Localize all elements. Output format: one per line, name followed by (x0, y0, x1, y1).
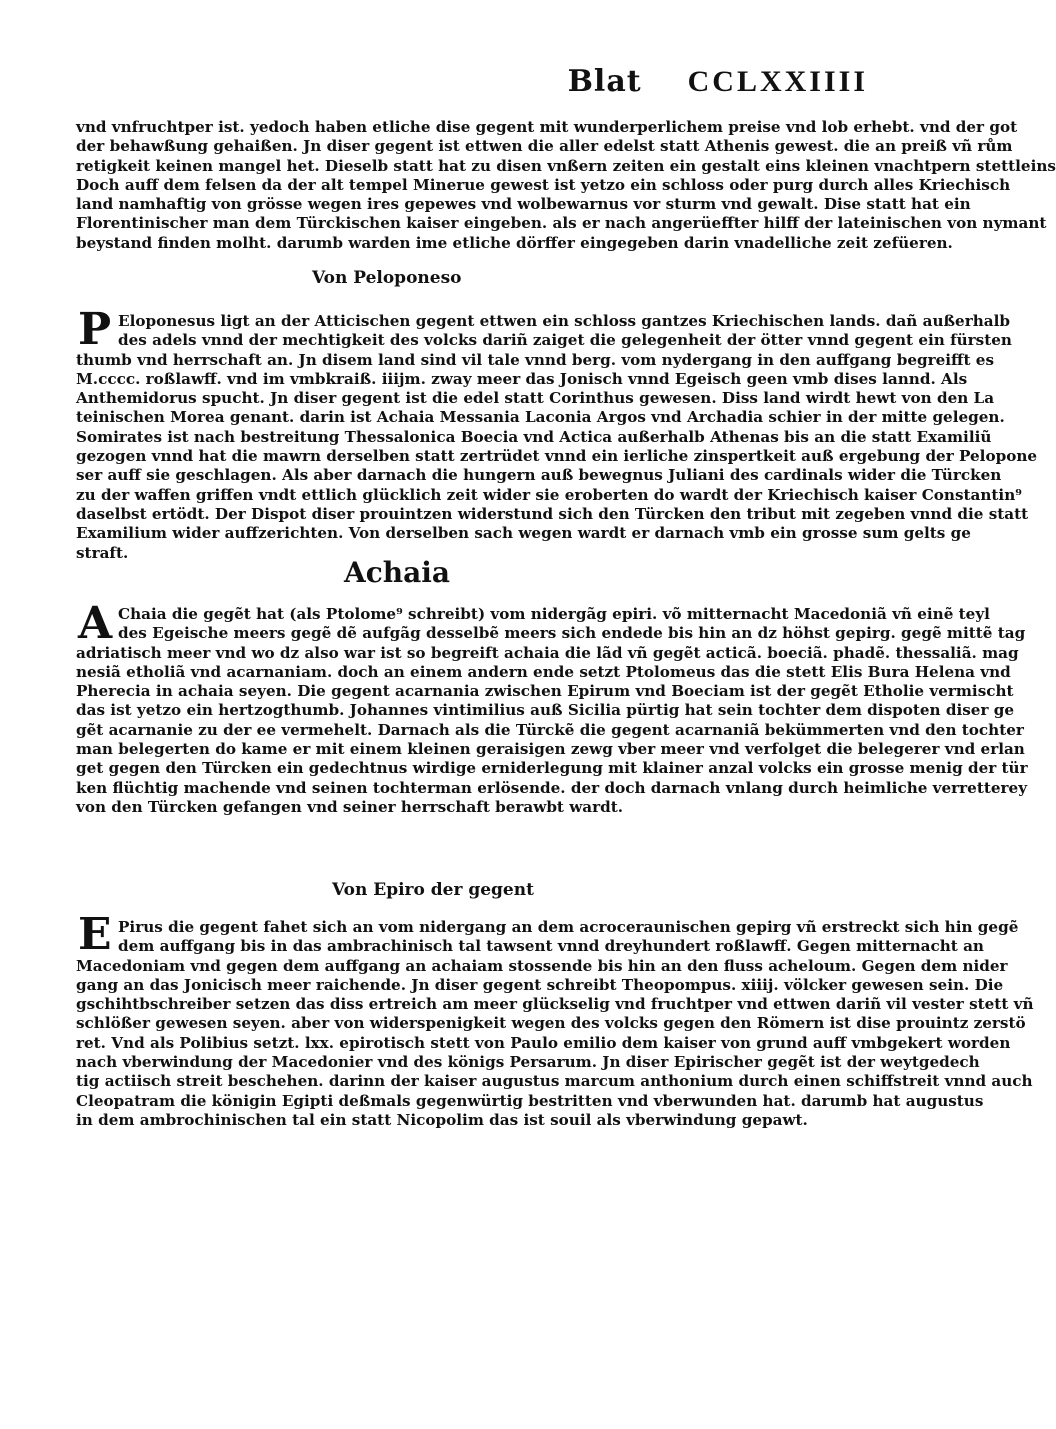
text-line: beystand finden molht. darumb warden ime etliche dörffer eingegeben darin vnadelliche zeit zefüeren. (76, 233, 953, 252)
intro-paragraph (76, 118, 1056, 253)
text-line: daselbst ertödt. Der Dispot diser prouintzen widerstund sich den Türcken den tribut mit zegeben vnnd die statt (76, 504, 1029, 523)
dropcap-p: P (78, 304, 112, 355)
text-line: nesiã etholiã vnd acarnaniam. doch an einem andern ende setzt Ptolomeus das die stett Elis Bura Helena vnd (76, 662, 1011, 681)
text-line: Macedoniam vnd gegen dem auffgang an achaiam stossende bis hin an den fluss acheloum. Gegen dem nider (76, 956, 1008, 975)
section-heading-epiro: Von Epiro der gegent (332, 880, 534, 900)
text-line: land namhaftig von grösse wegen ires gepewes vnd wolbewarnus vor sturm vnd gewalt. Dise statt hat ein (76, 195, 971, 214)
text-line: Examilium wider auffzerichten. Von derselben sach wegen wardt er darnach vmb ein grosse sum gelts ge (76, 524, 971, 543)
text-line: das ist yetzo ein hertzogthumb. Johannes vintimilius auß Sicilia pürtig hat sein tochter dem dispoten diser ge (76, 701, 1015, 720)
folio-header (568, 64, 868, 99)
text-line: Cleopatram die königin Egipti deßmals gegenwürtig bestritten vnd vberwunden hat. darumb hat augustus (76, 1091, 984, 1110)
text-line: gezogen vnnd hat die mawrn derselben statt zertrüdet vnnd ein ierliche zinspertkeit auß ergebung der Pelopone (76, 447, 1038, 466)
text-line: Eloponesus ligt an der Atticischen gegent ettwen ein schloss gantzes Kriechischen lands. dañ außerhalb (118, 312, 1010, 330)
text-line: von den Türcken gefangen vnd seiner herrschaft berawbt wardt. (76, 797, 624, 816)
text-line: teinischen Morea genant. darin ist Achaia Messania Laconia Argos vnd Archadia schier in der mitte gelegen. (76, 408, 1005, 427)
text-line: des Egeische meers gegẽ dẽ aufgãg desselbẽ meers sich endede bis hin an dz höhst gepirg. gegẽ mittẽ tag (118, 624, 1026, 643)
text-line: adriatisch meer vnd wo dz also war ist so begreift achaia die lãd vñ gegẽt acticã. boeciã. phadẽ. thessaliã. mag (76, 643, 1019, 662)
text-line: M.cccc. roßlawff. vnd im vmbkraiß. iiijm. zway meer das Jonisch vnnd Egeisch geen vmb dises lannd. Als (76, 369, 968, 388)
text-line: gschihtbschreiber setzen das diss ertreich am meer glückselig vnd fruchtper vnd ettwen dariñ vil vester stett vñ (76, 995, 1034, 1014)
text-line: Chaia die gegẽt hat (als Ptolome⁹ schreibt) vom nidergãg epiri. võ mitternacht Macedoniã vñ einẽ teyl (118, 605, 990, 623)
dropcap-e: E (78, 909, 112, 960)
peloponeso-paragraph (76, 304, 1038, 563)
text-line: Pherecia in achaia seyen. Die gegent acarnania zwischen Epirum vnd Boeciam ist der gegẽt Etholie vermischt (76, 682, 1014, 701)
text-line: nach vberwindung der Macedonier vnd des königs Persarum. Jn diser Epirischer gegẽt ist der weytgedech (76, 1053, 980, 1072)
dropcap-a: A (78, 598, 113, 649)
text-line: straft. (76, 543, 129, 562)
section-heading-achaia: Achaia (344, 556, 451, 589)
achaia-paragraph (76, 598, 1028, 817)
text-line: Doch auff dem felsen da der alt tempel Minerue gewest ist yetzo ein schloss oder purg durch alles Kriechisch (76, 175, 1011, 194)
text-line: vnd vnfruchtper ist. yedoch haben etliche dise gegent mit wunderperlichem preise vnd lob erhebt. vnd der got (76, 118, 1018, 136)
text-line: thumb vnd herrschaft an. Jn disem land sind vil tale vnnd berg. vom nydergang in den auffgang begreifft es (76, 350, 995, 369)
text-line: der behawßung gehaißen. Jn diser gegent ist ettwen die aller edelst statt Athenis gewest. die an preiß vñ rům (76, 137, 1013, 156)
text-line: tig actiisch streit beschehen. darinn der kaiser augustus marcum anthonium durch einen schiffstreit vnnd auch (76, 1072, 1033, 1091)
text-line: gẽt acarnanie zu der ee vermehelt. Darnach als die Türckẽ die gegent acarnaniã bekümmerten vnd den tochter (76, 720, 1024, 739)
text-line: get gegen den Türcken ein gedechtnus wirdige erniderlegung mit klainer anzal volcks ein grosse menig der tür (76, 759, 1028, 778)
text-line: in dem ambrochinischen tal ein statt Nicopolim das ist souil als vberwindung gepawt. (76, 1110, 808, 1129)
text-line: Somirates ist nach bestreitung Thessalonica Boecia vnd Actica außerhalb Athenas bis an die statt Examiliũ (76, 427, 992, 446)
text-line: des adels vnnd der mechtigkeit des volcks dariñ zaiget die gelegenheit der ötter vnnd gegent ein fürsten (118, 331, 1012, 350)
text-line: schlößer gewesen seyen. aber von widerspenigkeit wegen des volcks gegen den Römern ist dise prouintz zerstö (76, 1014, 1026, 1033)
folio-number: CCLXXIIII (687, 65, 868, 98)
text-line: Anthemidorus spucht. Jn diser gegent ist die edel statt Corinthus gewesen. Diss land wirdt hewt von den La (76, 389, 995, 408)
text-line: ret. Vnd als Polibius setzt. lxx. epirotisch stett von Paulo emilio dem kaiser von grund auff vmbgekert worden (76, 1033, 1011, 1052)
text-line: zu der waffen griffen vndt ettlich glücklich zeit wider sie eroberten do wardt der Kriechisch kaiser Constantin⁹ (76, 485, 1022, 504)
text-line: Pirus die gegent fahet sich an vom nidergang an dem acroceraunischen gepirg vñ erstreckt sich hin gegẽ (118, 918, 1019, 936)
text-line: retigkeit keinen mangel het. Dieselb statt hat zu disen vnßern zeiten ein gestalt eins kleinen vnachtpern stettleins (76, 156, 1056, 175)
text-line: ken flüchtig machende vnd seinen tochterman erlösende. der doch darnach vnlang durch heimliche verretterey (76, 778, 1028, 797)
text-line: man belegerten do kame er mit einem kleinen geraisigen zewg vber meer vnd verfolget die belegerer vnd erlan (76, 740, 1025, 759)
section-heading-peloponeso: Von Peloponeso (312, 268, 462, 288)
folio-word: Blat (567, 64, 642, 99)
text-line: dem auffgang bis in das ambrachinisch tal tawsent vnnd dreyhundert roßlawff. Gegen mitternacht an (118, 937, 984, 956)
text-line: gang an das Jonicisch meer raichende. Jn diser gegent schreibt Theopompus. xiiij. völcker gewesen sein. Die (76, 975, 1004, 994)
text-line: ser auff sie geschlagen. Als aber darnach die hungern auß bewegnus Juliani des cardinals wider die Türcken (76, 466, 1002, 485)
epiro-paragraph (76, 918, 1034, 1130)
text-line: Florentinischer man dem Türckischen kaiser eingeben. als er nach angerüeffter hilff der lateinischen von nymant (76, 214, 1047, 233)
